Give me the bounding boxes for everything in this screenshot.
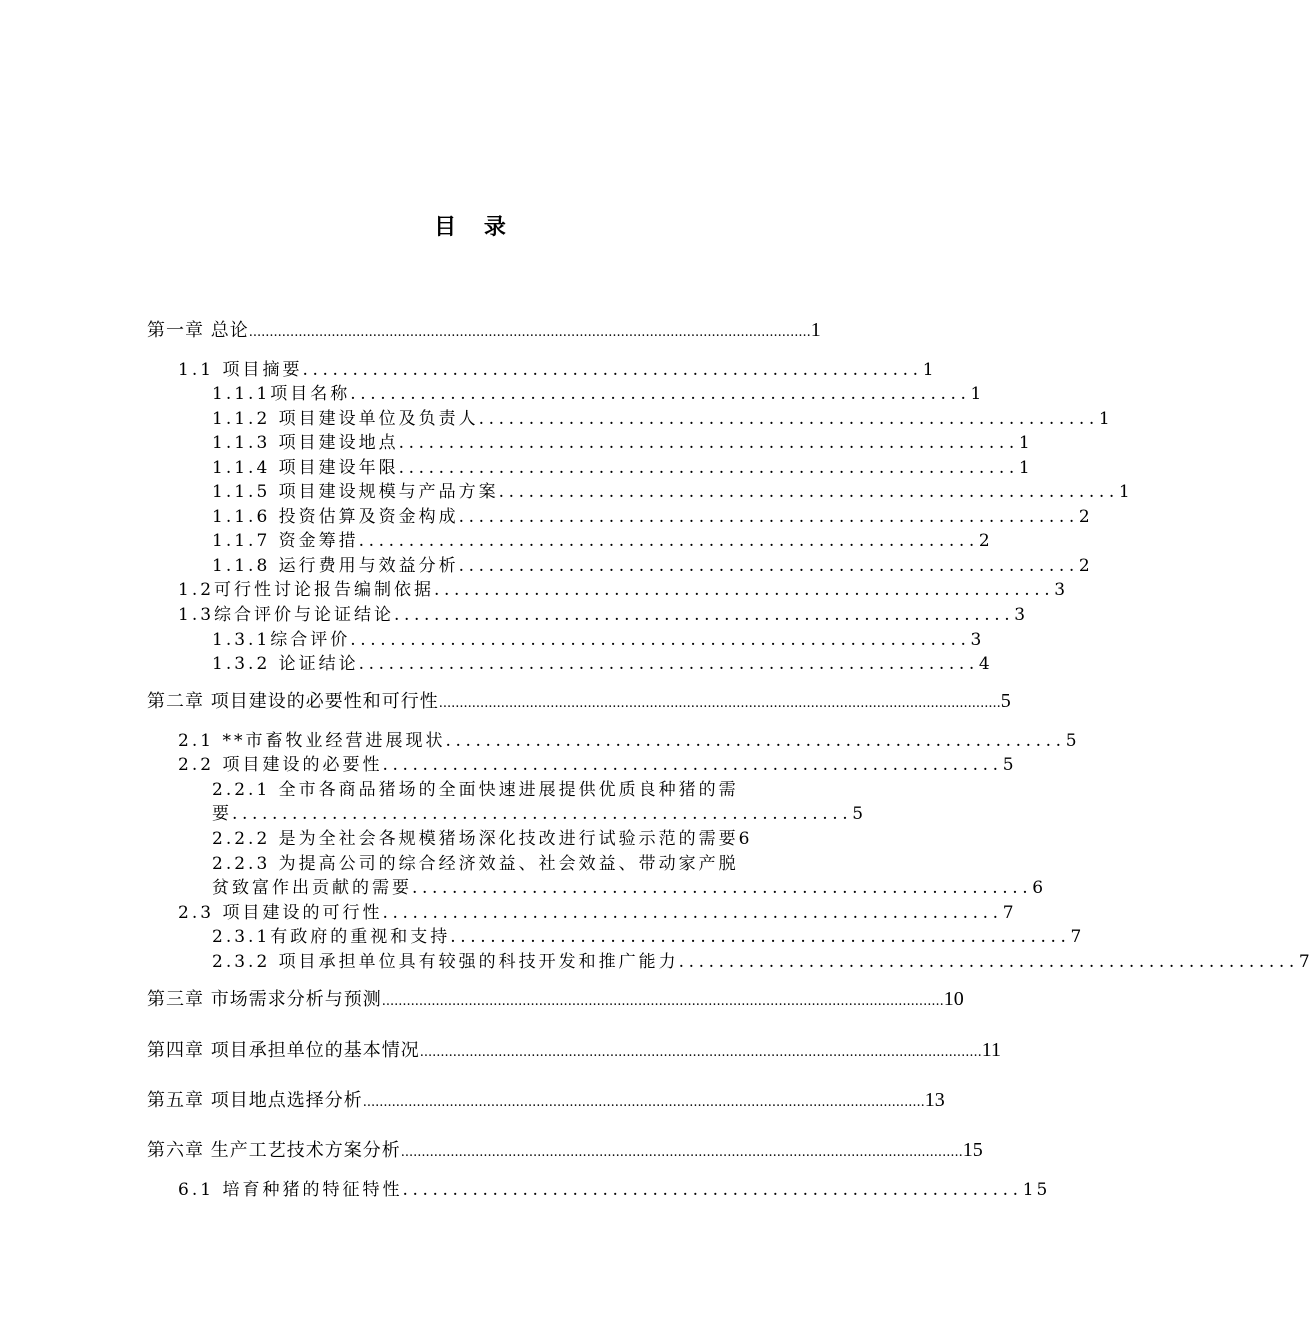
toc-page-number: 3 (1054, 580, 1069, 600)
toc-entry-text: 1.2可行性讨论报告编制依据 (178, 580, 435, 600)
toc-entry-text: 2.3.2 项目承担单位具有较强的科技开发和推广能力 (212, 952, 679, 972)
leader-dots: ........................................................................................................................................ (438, 696, 1001, 711)
toc-entry[interactable] (178, 898, 1017, 923)
leader-dots: .............................................................. (382, 755, 1003, 775)
toc-entry[interactable] (178, 575, 1069, 600)
toc-entry[interactable] (212, 649, 993, 674)
toc-page-number: 6 (738, 829, 753, 849)
toc-entry[interactable] (212, 551, 1093, 576)
leader-dots: .............................................................. (358, 531, 979, 551)
toc-entry[interactable] (147, 1086, 945, 1112)
toc-page-number: 1 (922, 360, 937, 380)
toc-page-number: 7 (1002, 903, 1017, 923)
toc-entry-text: 1.1 项目摘要 (178, 360, 303, 380)
toc-entry[interactable] (212, 477, 1133, 502)
toc-page-number: 1 (1118, 482, 1133, 502)
toc-entry[interactable] (212, 379, 985, 404)
toc-entry-text: 1.1.4 项目建设年限 (212, 458, 399, 478)
toc-entry[interactable] (147, 1036, 1001, 1062)
toc-entry[interactable] (147, 316, 821, 342)
toc-page-number: 1 (1018, 458, 1033, 478)
leader-dots: .............................................................. (350, 384, 971, 404)
leader-dots: .............................................................. (302, 360, 923, 380)
toc-entry-text-continued: 贫致富作出贡献的需要 (212, 878, 412, 898)
toc-entry-text: 第四章 项目承担单位的基本情况 (147, 1040, 420, 1061)
toc-page-number: 2 (1078, 507, 1093, 527)
toc-entry[interactable] (212, 502, 1093, 527)
toc-entry[interactable] (212, 404, 1113, 429)
toc-page-number: 15 (962, 1139, 983, 1161)
leader-dots: .............................................................. (358, 654, 979, 674)
toc-entry-text-continued: 要 (212, 804, 232, 824)
leader-dots: ........................................................................................................................................ (362, 1095, 925, 1110)
toc-page-number: 5 (1000, 690, 1011, 712)
leader-dots: ........................................................................................................................................ (400, 1145, 963, 1160)
toc-entry[interactable] (212, 453, 1033, 478)
toc-entry-text: 1.3综合评价与论证结论 (178, 605, 395, 625)
toc-entry[interactable] (147, 1136, 983, 1162)
toc-entry-text: 第五章 项目地点选择分析 (147, 1090, 363, 1111)
toc-entry[interactable] (178, 726, 1080, 751)
toc-entry[interactable] (212, 824, 806, 849)
toc-page-number: 5 (1002, 755, 1017, 775)
toc-page-number: 7 (1070, 927, 1085, 947)
toc-page-number: 1 (1098, 409, 1113, 429)
leader-dots: .............................................................. (382, 903, 1003, 923)
leader-dots: .............................................................. (478, 409, 1099, 429)
leader-dots: .............................................................. (498, 482, 1119, 502)
toc-entry[interactable] (212, 947, 1313, 972)
toc-entry-text: 1.1.7 资金筹措 (212, 531, 359, 551)
leader-dots: .............................................................. (450, 927, 1071, 947)
toc-entry-text: 1.1.8 运行费用与效益分析 (212, 556, 459, 576)
toc-page-number: 1 (810, 319, 821, 341)
toc-entry-text: 2.3 项目建设的可行性 (178, 903, 383, 923)
leader-dots: .............................................................. (678, 952, 1299, 972)
toc-page-number: 6 (1032, 878, 1047, 898)
toc-entry[interactable] (147, 687, 1011, 713)
toc-entry-text: 第六章 生产工艺技术方案分析 (147, 1140, 401, 1161)
leader-dots: .............................................................. (445, 731, 1066, 751)
leader-dots: .............................................................. (394, 605, 1015, 625)
toc-entry-text: 1.1.1项目名称 (212, 384, 351, 404)
toc-entry-text: 2.2 项目建设的必要性 (178, 755, 383, 775)
toc-entry-text: 第二章 项目建设的必要性和可行性 (147, 691, 439, 712)
page-title: 目 录 (434, 215, 516, 240)
toc-entry-text: 第一章 总论 (147, 320, 249, 341)
toc-entry[interactable] (212, 625, 985, 650)
toc-entry[interactable] (212, 428, 1033, 453)
toc-page-number: 7 (1298, 952, 1313, 972)
toc-page-number: 2 (978, 531, 993, 551)
toc-page-number: 3 (1014, 605, 1029, 625)
toc-entry[interactable] (178, 750, 1017, 775)
toc-page-number: 1 (970, 384, 985, 404)
toc-entry-text: 1.3.2 论证结论 (212, 654, 359, 674)
toc-entry-text[interactable]: 2.2.3 为提高公司的综合经济效益、社会效益、带动家产脱 (212, 854, 739, 874)
toc-page-number: 4 (978, 654, 993, 674)
toc-page-number: 13 (924, 1089, 945, 1111)
leader-dots: .............................................................. (232, 804, 853, 824)
toc-entry[interactable] (212, 526, 993, 551)
toc-page-number: 15 (1022, 1180, 1051, 1200)
toc-entry[interactable] (178, 600, 1029, 625)
toc-entry-text: 1.1.2 项目建设单位及负责人 (212, 409, 479, 429)
leader-dots: .............................................................. (458, 507, 1079, 527)
leader-dots: .............................................................. (434, 580, 1055, 600)
toc-page-number: 3 (970, 630, 985, 650)
toc-entry[interactable] (212, 799, 867, 824)
toc-entry-text[interactable]: 2.2.1 全市各商品猪场的全面快速进展提供优质良种猪的需 (212, 780, 739, 800)
toc-page-number: 2 (1078, 556, 1093, 576)
leader-dots: .............................................................. (398, 433, 1019, 453)
toc-entry-text: 2.2.2 是为全社会各规模猪场深化技改进行试验示范的需要 (212, 829, 739, 849)
toc-entry-text: 1.1.5 项目建设规模与产品方案 (212, 482, 499, 502)
leader-dots: ........................................................................................................................................ (419, 1045, 982, 1060)
toc-page-number: 5 (852, 804, 867, 824)
toc-entry[interactable] (178, 355, 937, 380)
toc-entry-text: 2.3.1有政府的重视和支持 (212, 927, 451, 947)
toc-entry[interactable] (147, 985, 964, 1011)
toc-entry-text: 1.1.3 项目建设地点 (212, 433, 399, 453)
toc-entry[interactable] (212, 873, 1047, 898)
toc-page-number: 11 (981, 1039, 1001, 1061)
toc-page-number: 10 (943, 988, 964, 1010)
toc-entry-text: 6.1 培育种猪的特征特性 (178, 1180, 403, 1200)
toc-entry[interactable] (212, 922, 1085, 947)
toc-page-number: 1 (1018, 433, 1033, 453)
toc-entry-text: 第三章 市场需求分析与预测 (147, 989, 382, 1010)
leader-dots: .............................................................. (412, 878, 1033, 898)
leader-dots: .............................................................. (398, 458, 1019, 478)
leader-dots: ........................................................................................................................................ (248, 325, 811, 340)
toc-entry-text: 1.3.1综合评价 (212, 630, 351, 650)
toc-page-number: 5 (1065, 731, 1080, 751)
toc-entry-text: 1.1.6 投资估算及资金构成 (212, 507, 459, 527)
toc-entry[interactable] (178, 1175, 1051, 1200)
leader-dots: .............................................................. (350, 630, 971, 650)
toc-entry-text: 2.1 **市畜牧业经营进展现状 (178, 731, 446, 751)
leader-dots: .............................................................. (402, 1180, 1023, 1200)
leader-dots: ........................................................................................................................................ (381, 994, 944, 1009)
leader-dots: .............................................................. (458, 556, 1079, 576)
